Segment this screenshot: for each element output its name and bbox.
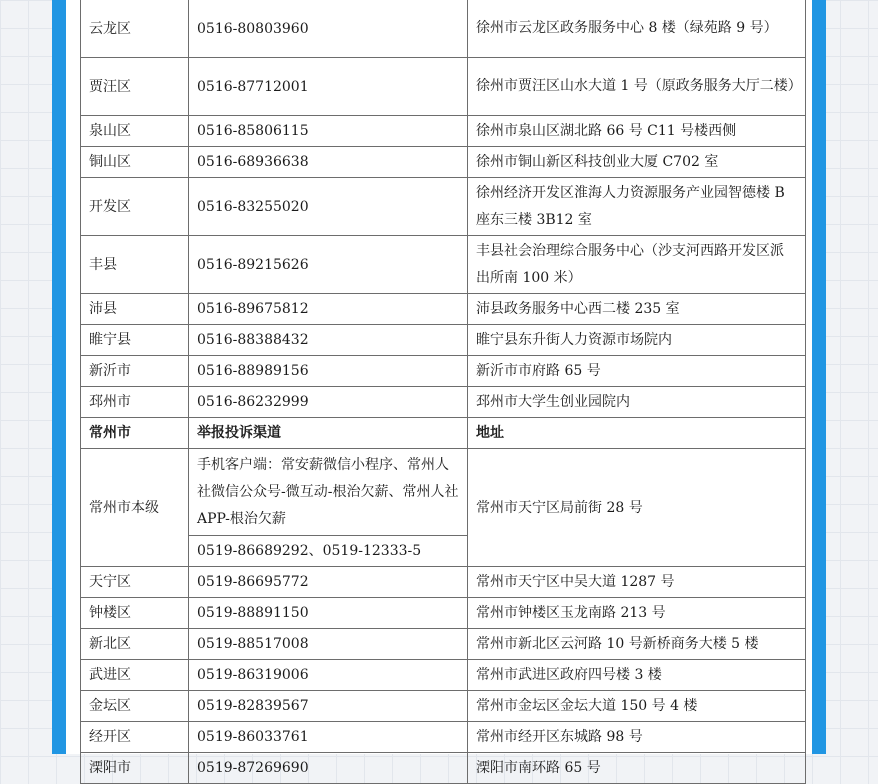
phone-cell: 0516-83255020 [189, 178, 468, 236]
table-row [81, 691, 806, 722]
address-cell: 沛县政务服务中心西二楼 235 室 [468, 294, 806, 325]
complaint-contact-table [80, 0, 806, 784]
table-row [81, 0, 806, 58]
address-cell: 睢宁县东升街人力资源市场院内 [468, 325, 806, 356]
table-row [81, 660, 806, 691]
phone-cell: 0519-86695772 [189, 567, 468, 598]
address-cell: 丰县社会治理综合服务中心（沙支河西路开发区派出所南 100 米） [468, 236, 806, 294]
phone-cell: 0519-87269690 [189, 753, 468, 784]
district-cell: 泉山区 [81, 116, 189, 147]
table-row [81, 629, 806, 660]
address-cell: 溧阳市南环路 65 号 [468, 753, 806, 784]
document-page [66, 0, 812, 776]
table-row [81, 722, 806, 753]
address-cell: 常州市新北区云河路 10 号新桥商务大楼 5 楼 [468, 629, 806, 660]
address-cell: 徐州市泉山区湖北路 66 号 C11 号楼西侧 [468, 116, 806, 147]
district-cell: 武进区 [81, 660, 189, 691]
address-cell: 常州市经开区东城路 98 号 [468, 722, 806, 753]
district-cell: 铜山区 [81, 147, 189, 178]
address-cell: 徐州市贾汪区山水大道 1 号（原政务服务大厅二楼） [468, 58, 806, 116]
address-cell: 徐州市铜山新区科技创业大厦 C702 室 [468, 147, 806, 178]
district-cell: 经开区 [81, 722, 189, 753]
table-row [81, 294, 806, 325]
phone-cell: 0519-86319006 [189, 660, 468, 691]
phone-cell: 0516-88388432 [189, 325, 468, 356]
district-cell: 开发区 [81, 178, 189, 236]
right-frame-bar [812, 0, 826, 754]
district-cell: 云龙区 [81, 0, 189, 58]
table-row [81, 116, 806, 147]
table-row [81, 753, 806, 784]
table-row [81, 236, 806, 294]
phone-cell: 0516-85806115 [189, 116, 468, 147]
phone-cell: 0519-88891150 [189, 598, 468, 629]
address-cell: 徐州市云龙区政务服务中心 8 楼（绿苑路 9 号） [468, 0, 806, 58]
phone-cell: 0516-80803960 [189, 0, 468, 58]
header-address: 地址 [468, 418, 806, 449]
table-row [81, 147, 806, 178]
address-cell: 常州市武进区政府四号楼 3 楼 [468, 660, 806, 691]
phone-cell: 0516-89675812 [189, 294, 468, 325]
phone-cell: 0519-82839567 [189, 691, 468, 722]
district-cell: 沛县 [81, 294, 189, 325]
header-city: 常州市 [81, 418, 189, 449]
left-frame-bar [52, 0, 66, 754]
phone-cell: 0516-88989156 [189, 356, 468, 387]
district-cell: 钟楼区 [81, 598, 189, 629]
table-row [81, 178, 806, 236]
phone-cell: 0516-87712001 [189, 58, 468, 116]
address-cell: 常州市天宁区局前街 28 号 [468, 449, 806, 567]
header-channel: 举报投诉渠道 [189, 418, 468, 449]
table-row [81, 325, 806, 356]
district-cell: 邳州市 [81, 387, 189, 418]
district-cell: 金坛区 [81, 691, 189, 722]
table-row [81, 567, 806, 598]
changzhou-header-row [81, 418, 806, 449]
address-cell: 邳州市大学生创业园院内 [468, 387, 806, 418]
phone-cell: 0516-86232999 [189, 387, 468, 418]
address-cell: 新沂市市府路 65 号 [468, 356, 806, 387]
address-cell: 常州市金坛区金坛大道 150 号 4 楼 [468, 691, 806, 722]
address-cell: 常州市钟楼区玉龙南路 213 号 [468, 598, 806, 629]
district-cell: 天宁区 [81, 567, 189, 598]
address-cell: 徐州经济开发区淮海人力资源服务产业园智德楼 B 座东三楼 3B12 室 [468, 178, 806, 236]
district-cell: 溧阳市 [81, 753, 189, 784]
address-cell: 常州市天宁区中吴大道 1287 号 [468, 567, 806, 598]
table-row [81, 58, 806, 116]
table-row [81, 356, 806, 387]
phone-cell: 0519-86033761 [189, 722, 468, 753]
channel-app-cell: 手机客户端：常安薪微信小程序、常州人社微信公众号-微互动-根治欠薪、常州人社 APP-根治欠薪 [189, 449, 468, 536]
district-cell: 贾汪区 [81, 58, 189, 116]
district-cell: 新沂市 [81, 356, 189, 387]
changzhou-city-level-row [81, 449, 806, 536]
channel-phone-cell: 0519-86689292、0519-12333-5 [189, 536, 468, 567]
district-cell: 新北区 [81, 629, 189, 660]
district-cell: 睢宁县 [81, 325, 189, 356]
district-cell: 常州市本级 [81, 449, 189, 567]
phone-cell: 0516-89215626 [189, 236, 468, 294]
district-cell: 丰县 [81, 236, 189, 294]
table-row [81, 598, 806, 629]
table-row [81, 387, 806, 418]
phone-cell: 0519-88517008 [189, 629, 468, 660]
phone-cell: 0516-68936638 [189, 147, 468, 178]
